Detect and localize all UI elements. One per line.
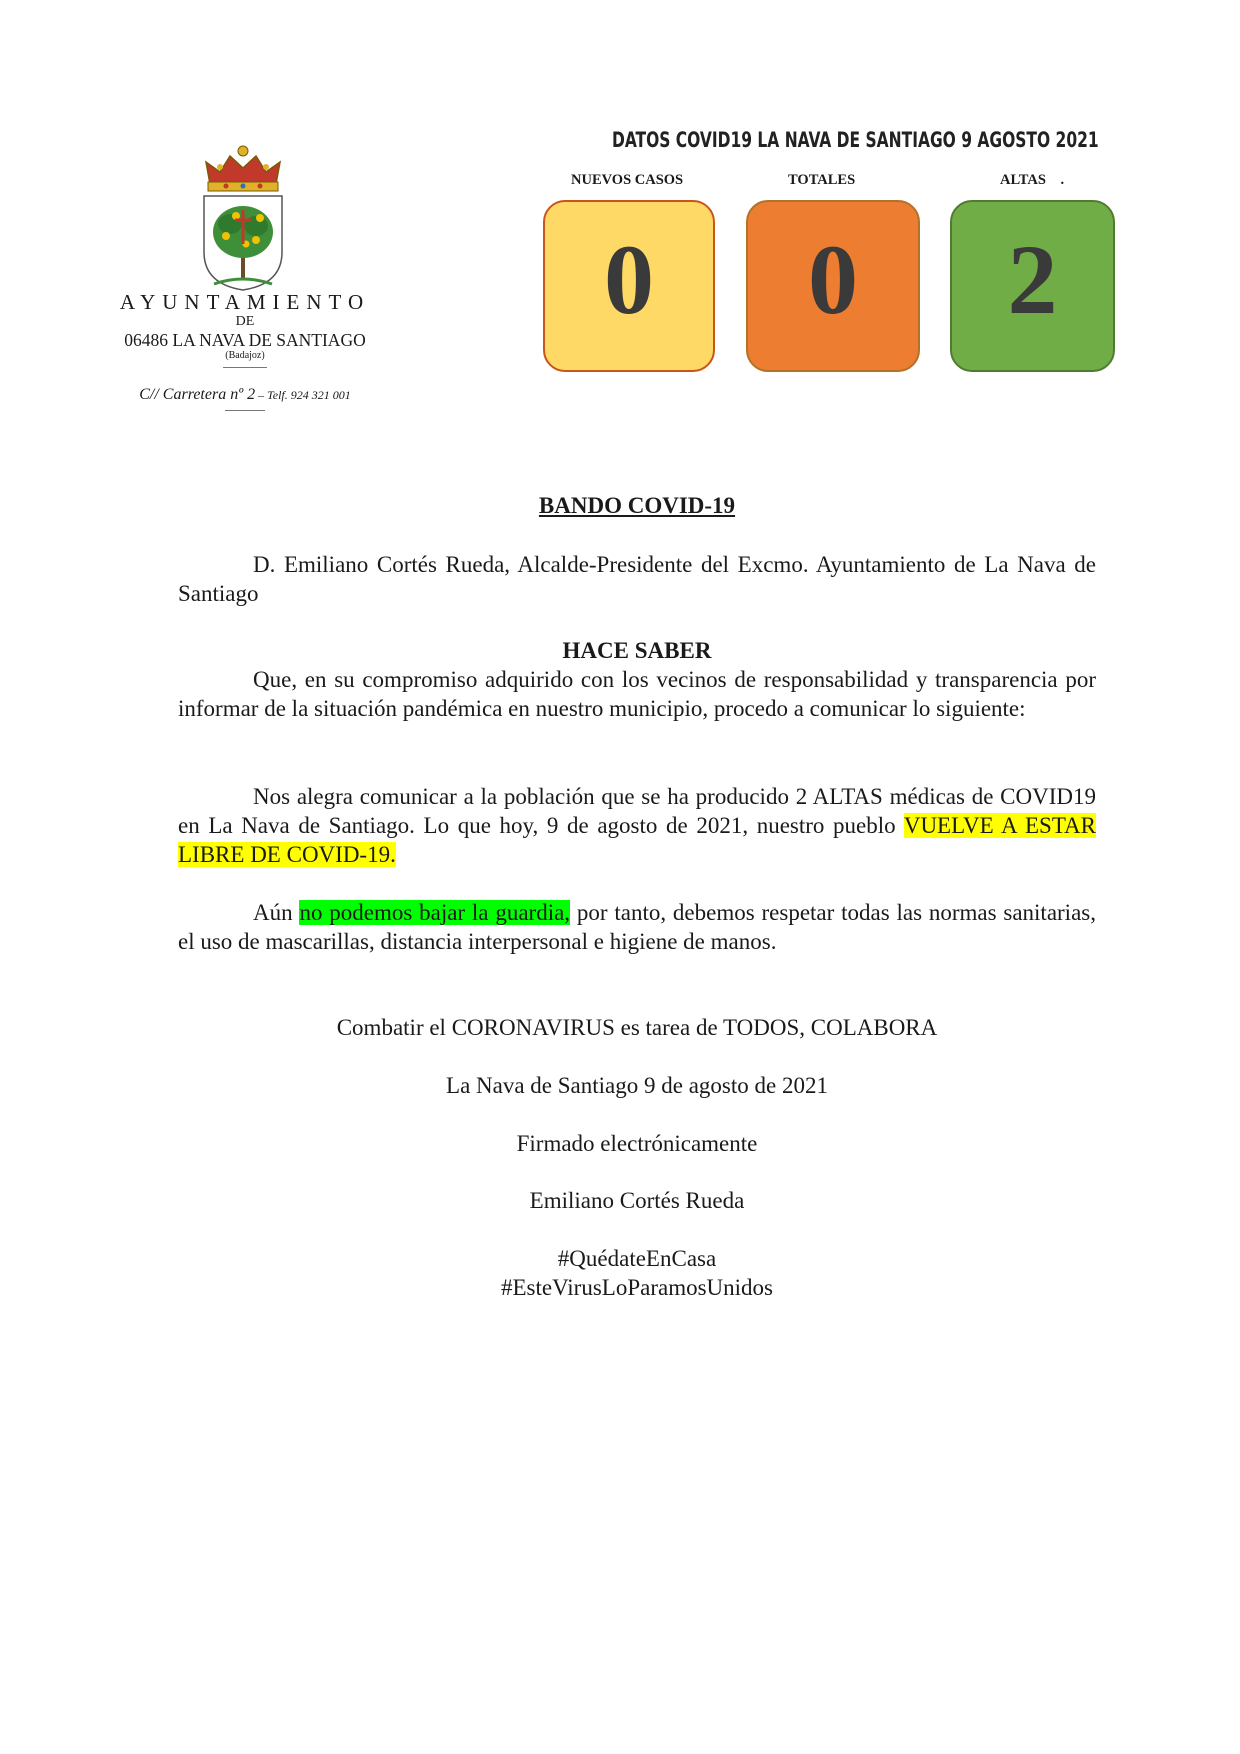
paragraph-3-end: por tanto, debemos respetar todas las normas sanitarias, el uso de mascarillas, distancia interpersonal e higiene de manos. xyxy=(178,900,1096,954)
paragraph-3 xyxy=(178,898,1096,956)
paragraph-1: Que, en su compromiso adquirido con los vecinos de responsabilidad y transparencia por informar de la situación pandémica en nuestro municipio, procedo a comunicar lo siguiente: xyxy=(178,667,1096,721)
paragraph-2-text: Nos alegra comunicar a la población que se ha producido 2 ALTAS médicas de COVID19 en La Nava de Santiago. Lo que hoy, 9 de agosto de 2021, nuestro pueblo xyxy=(178,784,1096,838)
municipality-header xyxy=(70,290,420,411)
paragraph-2 xyxy=(178,782,1096,869)
altas-box xyxy=(950,200,1115,372)
municipality-title: AYUNTAMIENTO xyxy=(119,290,371,314)
signer-name: Emiliano Cortés Rueda xyxy=(529,1188,745,1213)
intro-paragraph: D. Emiliano Cortés Rueda, Alcalde-Presidente del Excmo. Ayuntamiento de La Nava de Santiago xyxy=(178,552,1096,606)
totales-box xyxy=(746,200,920,372)
label-nuevos-casos: NUEVOS CASOS xyxy=(571,172,684,188)
divider xyxy=(225,410,265,411)
altas-value: 2 xyxy=(1007,224,1058,335)
label-altas: ALTAS . xyxy=(1000,172,1065,188)
municipality-address xyxy=(70,386,420,404)
slogan: Combatir el CORONAVIRUS es tarea de TODOS, COLABORA xyxy=(336,1015,938,1040)
municipality-de: DE xyxy=(235,314,255,330)
municipal-crest-logo xyxy=(196,144,290,294)
highlight-libre-covid: VUELVE A ESTAR LIBRE DE COVID-19. xyxy=(178,813,1097,867)
paragraph-3-start: Aún xyxy=(253,900,300,925)
nuevos-casos-box xyxy=(543,200,715,372)
place-date: La Nava de Santiago 9 de agosto de 2021 xyxy=(446,1073,828,1098)
label-totales: TOTALES xyxy=(788,172,856,188)
hashtag-quedate: #QuédateEnCasa xyxy=(557,1246,717,1271)
divider xyxy=(223,367,267,368)
municipality-town: 06486 LA NAVA DE SANTIAGO xyxy=(124,330,366,351)
highlight-guardia: no podemos bajar la guardia, xyxy=(299,900,571,925)
totales-value: 0 xyxy=(808,224,858,335)
hace-saber-heading: HACE SABER xyxy=(562,638,712,663)
nuevos-casos-value: 0 xyxy=(604,224,654,335)
covid-data-title: DATOS COVID19 LA NAVA DE SANTIAGO 9 AGOSTO 2021 xyxy=(612,128,1099,152)
hashtag-virus: #EsteVirusLoParamosUnidos xyxy=(500,1275,774,1300)
signed-electronically: Firmado electrónicamente xyxy=(516,1131,758,1156)
address-street: C// Carretera nº 2 xyxy=(139,385,256,403)
document-title: BANDO COVID-19 xyxy=(538,493,736,518)
municipality-province: (Badajoz) xyxy=(225,350,265,362)
address-phone: – Telf. 924 321 001 xyxy=(255,387,351,402)
